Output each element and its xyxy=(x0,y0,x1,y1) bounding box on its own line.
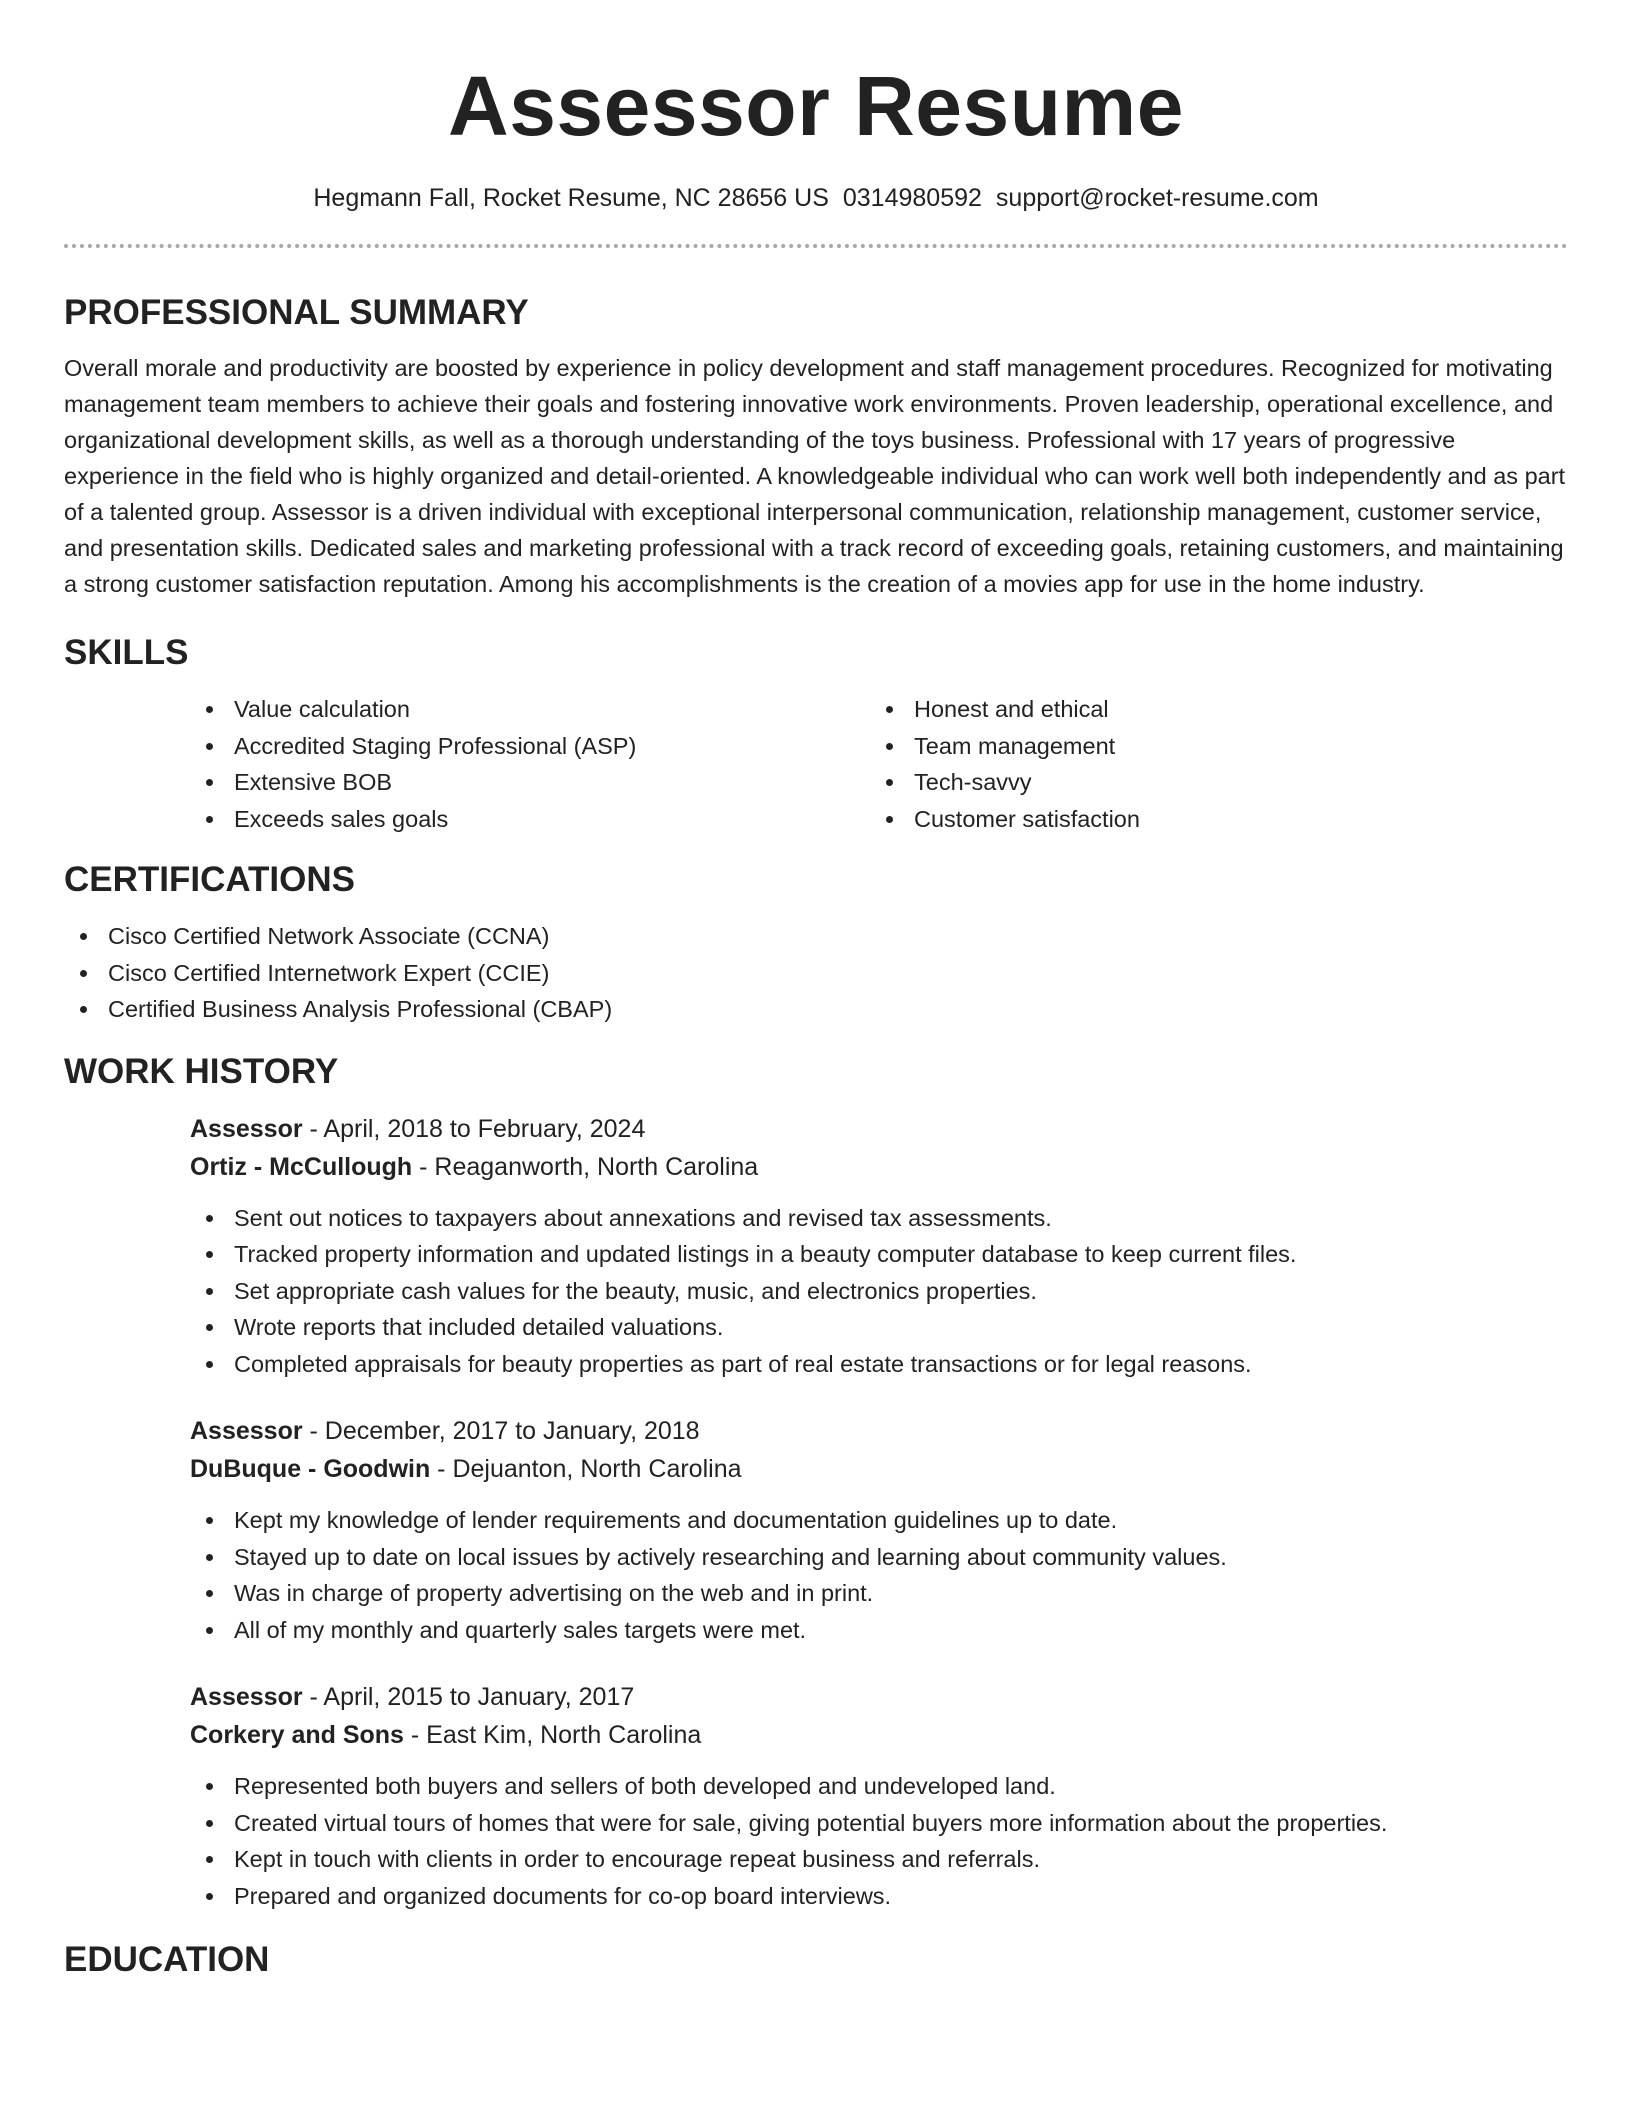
resume-page xyxy=(64,0,1568,1982)
list-item: Wrote reports that included detailed valuations. xyxy=(190,1309,1568,1346)
job-dates: - December, 2017 to January, 2018 xyxy=(302,1417,700,1445)
job-location: - Dejuanton, North Carolina xyxy=(430,1455,742,1483)
list-item: Certified Business Analysis Professional (CBAP) xyxy=(64,991,1568,1028)
job-duties-list xyxy=(190,1502,1568,1648)
job-title: Assessor xyxy=(190,1417,303,1445)
job-title: Assessor xyxy=(190,1683,303,1711)
job-company-line xyxy=(190,1148,1568,1186)
list-item: Set appropriate cash values for the beauty, music, and electronics properties. xyxy=(190,1273,1568,1310)
job-company-line xyxy=(190,1716,1568,1754)
job-duties-list xyxy=(190,1200,1568,1383)
summary-text: Overall morale and productivity are boosted by experience in policy development and staff management procedures. Recognized for motivating management team members to achieve their goals and fostering innovative work environments. Proven leadership, operational excellence, and organizational development skills, as well as a thorough understanding of the toys business. Professional with 17 years of progressive experience in the field who is highly organized and detail-oriented. A knowledgeable individual who can work well both independently and as part of a talented group. Assessor is a driven individual with exceptional interpersonal communication, relationship management, customer service, and presentation skills. Dedicated sales and marketing professional with a track record of exceeding goals, retaining customers, and maintaining a strong customer satisfaction reputation. Among his accomplishments is the creation of a movies app for use in the home industry. xyxy=(64,355,1566,597)
list-item: Sent out notices to taxpayers about annexations and revised tax assessments. xyxy=(190,1200,1568,1237)
resume-title: Assessor Resume xyxy=(448,59,1184,153)
skills-left-list xyxy=(190,691,870,837)
contact-address: Hegmann Fall, Rocket Resume, NC 28656 US xyxy=(313,184,829,212)
list-item: Accredited Staging Professional (ASP) xyxy=(190,728,870,765)
contact-email: support@rocket-resume.com xyxy=(995,184,1319,212)
list-item: Created virtual tours of homes that were for sale, giving potential buyers more information about the properties. xyxy=(190,1805,1568,1842)
job-company: Corkery and Sons xyxy=(190,1721,404,1749)
header-divider xyxy=(64,244,1568,248)
certifications-heading: CERTIFICATIONS xyxy=(64,860,356,899)
list-item: Completed appraisals for beauty properties as part of real estate transactions or for legal reasons. xyxy=(190,1346,1568,1383)
list-item: Kept in touch with clients in order to encourage repeat business and referrals. xyxy=(190,1841,1568,1878)
job-location: - East Kim, North Carolina xyxy=(403,1721,702,1749)
list-item: Exceeds sales goals xyxy=(190,801,870,838)
list-item: Stayed up to date on local issues by actively researching and learning about community values. xyxy=(190,1539,1568,1576)
job-duties-list xyxy=(190,1768,1568,1914)
list-item: Tech-savvy xyxy=(870,764,1550,801)
list-item: Cisco Certified Internetwork Expert (CCIE) xyxy=(64,955,1568,992)
list-item: Extensive BOB xyxy=(190,764,870,801)
list-item: Honest and ethical xyxy=(870,691,1550,728)
skills-grid xyxy=(190,691,1568,837)
list-item: Team management xyxy=(870,728,1550,765)
job-entry xyxy=(190,1110,1568,1383)
job-dates: - April, 2015 to January, 2017 xyxy=(302,1683,635,1711)
list-item: Represented both buyers and sellers of both developed and undeveloped land. xyxy=(190,1768,1568,1805)
list-item: Value calculation xyxy=(190,691,870,728)
list-item: Kept my knowledge of lender requirements and documentation guidelines up to date. xyxy=(190,1502,1568,1539)
contact-line xyxy=(64,182,1568,214)
job-company: Ortiz - McCullough xyxy=(190,1152,413,1181)
job-entry xyxy=(190,1678,1568,1914)
job-title-line xyxy=(190,1678,1568,1716)
education-heading: EDUCATION xyxy=(64,1940,270,1979)
job-title: Assessor xyxy=(190,1114,303,1143)
skills-right-list xyxy=(870,691,1550,837)
work-history-heading: WORK HISTORY xyxy=(64,1051,339,1091)
list-item: Cisco Certified Network Associate (CCNA) xyxy=(64,918,1568,955)
list-item: Tracked property information and updated listings in a beauty computer database to keep current files. xyxy=(190,1236,1568,1273)
job-company: DuBuque - Goodwin xyxy=(190,1455,431,1483)
list-item: Customer satisfaction xyxy=(870,801,1550,838)
list-item: All of my monthly and quarterly sales targets were met. xyxy=(190,1612,1568,1649)
skills-heading: SKILLS xyxy=(64,633,189,672)
contact-phone: 0314980592 xyxy=(842,184,982,212)
job-location: - Reaganworth, North Carolina xyxy=(412,1152,759,1181)
job-company-line xyxy=(190,1450,1568,1488)
job-entry xyxy=(190,1412,1568,1648)
list-item: Was in charge of property advertising on the web and in print. xyxy=(190,1575,1568,1612)
job-dates: - April, 2018 to February, 2024 xyxy=(302,1114,646,1143)
summary-heading: PROFESSIONAL SUMMARY xyxy=(64,293,529,332)
certifications-list xyxy=(64,918,1568,1028)
job-title-line xyxy=(190,1412,1568,1450)
list-item: Prepared and organized documents for co-op board interviews. xyxy=(190,1878,1568,1915)
job-title-line xyxy=(190,1110,1568,1148)
